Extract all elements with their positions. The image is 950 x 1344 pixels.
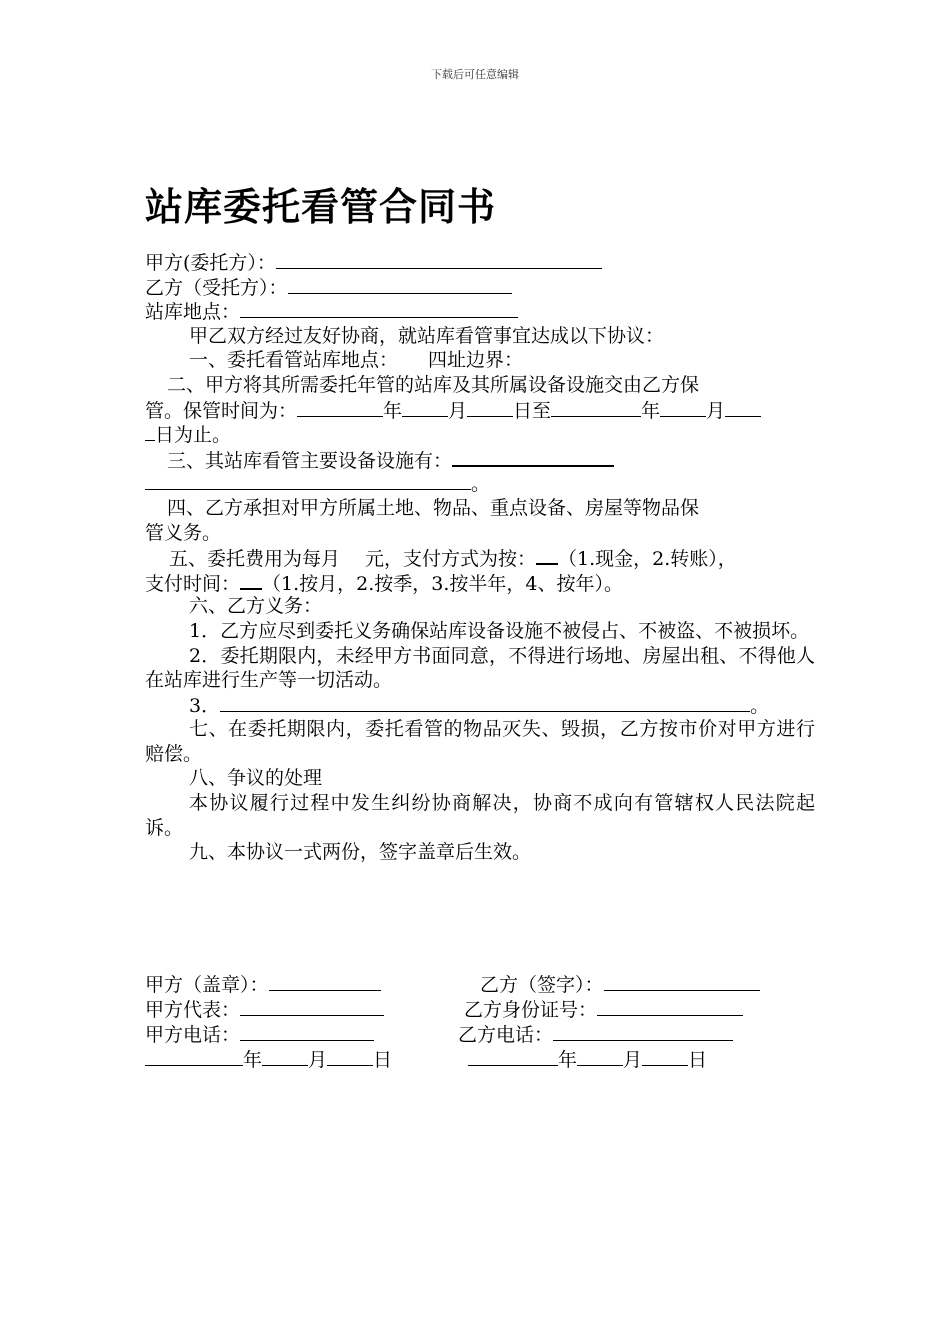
duty-1: 1．乙方应尽到委托义务确保站库设备设施不被侵占、不被盗、不被损坏。 xyxy=(189,619,810,642)
clause-5-options: （1.按月，2.按季，3.按半年，4、按年）。 xyxy=(262,572,623,595)
clause-9: 九、本协议一式两份，签字盖章后生效。 xyxy=(189,841,532,864)
party-a-phone xyxy=(145,1020,374,1047)
clause-5-line-1 xyxy=(145,545,815,570)
year-label: 年 xyxy=(383,399,403,422)
party-b-sign xyxy=(480,970,760,997)
clause-7: 七、在委托期限内，委托看管的物品灭失、毁损，乙方按市价对甲方进行赔偿。 xyxy=(145,718,815,765)
clause-1-location: 一、委托看管站库地点： xyxy=(189,349,399,372)
month-label: 月 xyxy=(706,399,726,422)
party-a-rep-label: 甲方代表： xyxy=(145,999,241,1021)
clause-3 xyxy=(145,447,815,472)
clause-3-label: 三、其站库看管主要设备设施有： xyxy=(167,449,453,472)
clause-2-line-3 xyxy=(145,422,815,447)
party-b-date xyxy=(468,1045,707,1072)
clause-5-fee: 五、委托费用为每月 元，支付方式为按： xyxy=(169,548,537,571)
day-to-label: 日至 xyxy=(513,399,552,422)
party-b-id-label: 乙方身份证号： xyxy=(464,999,598,1021)
day-end-label: 日为止。 xyxy=(155,424,232,447)
month-label: 月 xyxy=(308,1049,328,1071)
clause-4-line-1: 四、乙方承担对甲方所属土地、物品、重点设备、房屋等物品保 xyxy=(167,496,700,519)
header-note: 下载后可任意编辑 xyxy=(431,68,519,81)
location-blank xyxy=(240,299,518,318)
location-label: 站库地点： xyxy=(145,301,241,324)
party-a-blank xyxy=(276,250,602,269)
page-title: 站库委托看管合同书 xyxy=(145,185,497,229)
clause-5-line-2 xyxy=(145,570,815,595)
period: 。 xyxy=(750,694,770,717)
clause-6: 六、乙方义务： xyxy=(189,595,323,618)
month-label: 月 xyxy=(623,1049,643,1071)
clause-1 xyxy=(145,348,815,373)
duty-3-label: 3． xyxy=(189,694,221,717)
party-b-blank xyxy=(288,275,512,294)
clause-8-text: 本协议履行过程中发生纠纷协商解决，协商不成向有管辖权人民法院起诉。 xyxy=(145,792,815,839)
clause-1-boundary: 四址边界： xyxy=(428,349,524,372)
clause-5-time: 支付时间： xyxy=(145,572,241,595)
party-b-label: 乙方（受托方）： xyxy=(145,276,288,299)
party-a-line xyxy=(145,250,815,275)
location-line xyxy=(145,299,815,324)
clause-4-line-2: 管义务。 xyxy=(145,521,222,544)
period: 。 xyxy=(471,473,491,496)
party-b-line xyxy=(145,275,815,300)
duty-3 xyxy=(145,693,815,718)
party-a-rep xyxy=(145,995,384,1022)
party-b-phone xyxy=(458,1020,733,1047)
duty-2: 2．委托期限内，未经甲方书面同意，不得进行场地、房屋出租、不得他人在站库进行生产等一切活动。 xyxy=(145,644,815,692)
clause-2-line-1: 二、甲方将其所需委托年管的站库及其所属设备设施交由乙方保 xyxy=(167,373,700,396)
intro: 甲乙双方经过友好协商，就站库看管事宜达成以下协议： xyxy=(189,324,665,347)
clause-5-methods: （1.现金，2.转账）， xyxy=(558,548,737,571)
clause-2-line-2 xyxy=(145,398,815,423)
party-a-label: 甲方(委托方）： xyxy=(145,252,276,274)
month-label: 月 xyxy=(448,399,468,422)
day-label: 日 xyxy=(373,1049,393,1071)
year-label: 年 xyxy=(243,1049,263,1071)
year-label: 年 xyxy=(558,1049,578,1071)
clause-2-label: 管。保管时间为： xyxy=(145,399,298,422)
party-b-sign-label: 乙方（签字）： xyxy=(480,974,604,996)
contract-body xyxy=(145,250,815,865)
party-a-seal-label: 甲方（盖章）： xyxy=(145,974,269,996)
party-b-phone-label: 乙方电话： xyxy=(458,1024,554,1046)
party-b-id xyxy=(464,995,743,1022)
clause-3-blank xyxy=(452,447,614,467)
party-a-phone-label: 甲方电话： xyxy=(145,1024,241,1046)
party-a-date xyxy=(145,1045,392,1072)
day-label: 日 xyxy=(688,1049,708,1071)
clause-3-blank-2 xyxy=(145,471,471,490)
party-a-seal xyxy=(145,970,381,997)
clause-3-cont xyxy=(145,471,815,496)
clause-8: 八、争议的处理 xyxy=(189,767,323,790)
year-label: 年 xyxy=(641,399,661,422)
